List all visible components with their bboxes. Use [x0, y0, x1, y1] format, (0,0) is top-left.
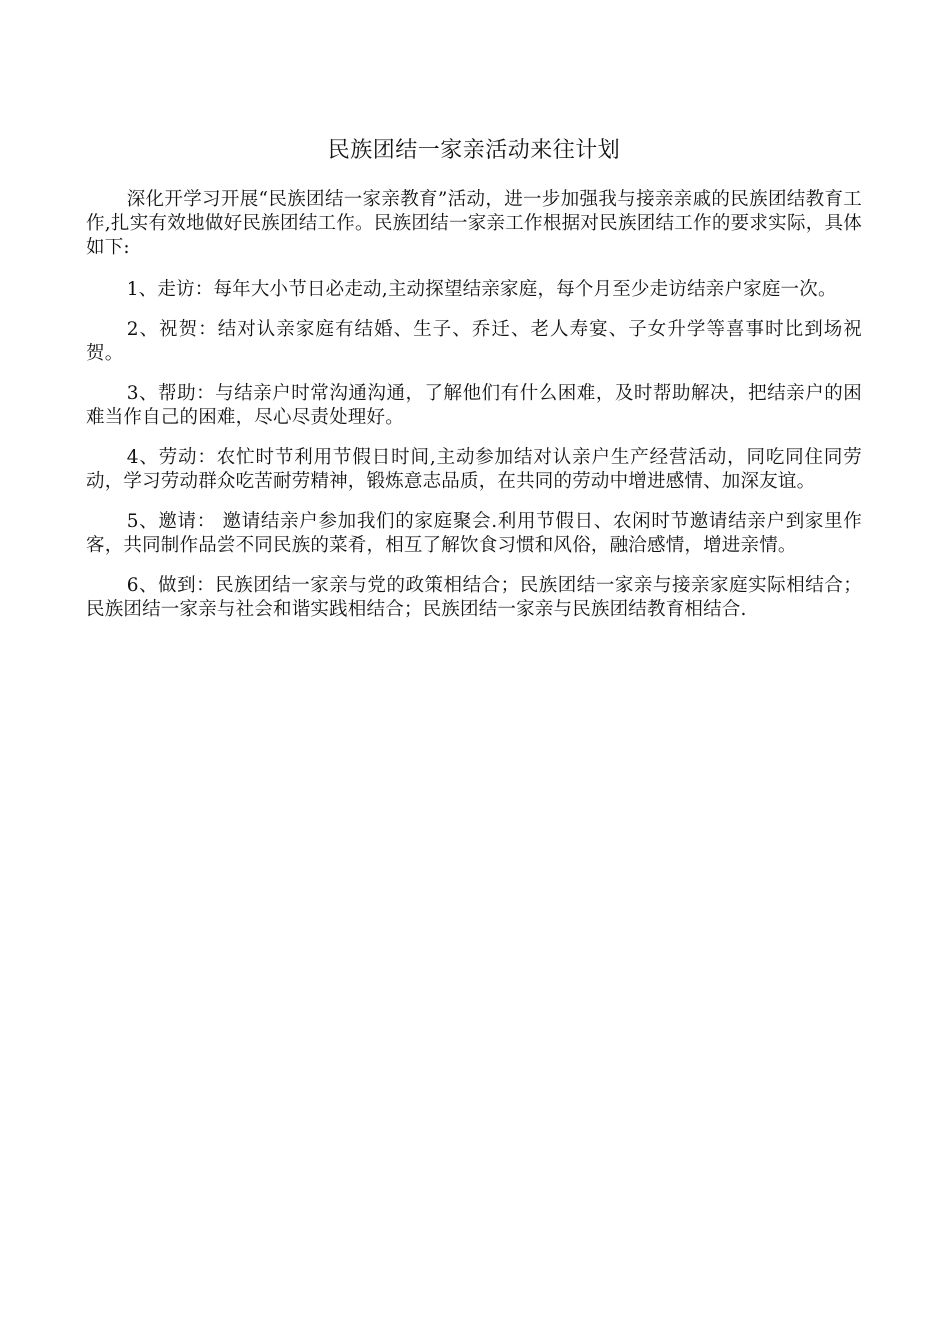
item-labor: 4、劳动：农忙时节利用节假日时间,主动参加结对认亲户生产经营活动，同吃同住同劳动，学习劳动群众吃苦耐劳精神，锻炼意志品质，在共同的劳动中增进感情、加深友谊。 — [86, 447, 862, 492]
item-help: 3、帮助：与结亲户时常沟通沟通，了解他们有什么困难，及时帮助解决，把结亲户的困难当作自己的困难，尽心尽责处理好。 — [86, 383, 862, 428]
item-visit: 1、走访：每年大小节日必走动,主动探望结亲家庭，每个月至少走访结亲户家庭一次。 — [126, 279, 837, 300]
intro-paragraph: 深化开学习开展“民族团结一家亲教育”活动，进一步加强我与接亲亲戚的民族团结教育工作,扎实有效地做好民族团结工作。民族团结一家亲工作根据对民族团结工作的要求实际，具体如下: — [86, 189, 862, 258]
item-achieve: 6、做到：民族团结一家亲与党的政策相结合；民族团结一家亲与接亲家庭实际相结合；民族团结一家亲与社会和谐实践相结合；民族团结一家亲与民族团结教育相结合. — [86, 575, 862, 620]
item-congratulate: 2、祝贺：结对认亲家庭有结婚、生子、乔迁、老人寿宴、子女升学等喜事时比到场祝贺。 — [86, 319, 862, 364]
item-invite: 5、邀请： 邀请结亲户参加我们的家庭聚会.利用节假日、农闲时节邀请结亲户到家里作客，共同制作品尝不同民族的菜肴，相互了解饮食习惯和风俗，融洽感情，增进亲情。 — [86, 511, 862, 556]
document-body — [86, 134, 862, 638]
document-title: 民族团结一家亲活动来往计划 — [327, 138, 621, 163]
